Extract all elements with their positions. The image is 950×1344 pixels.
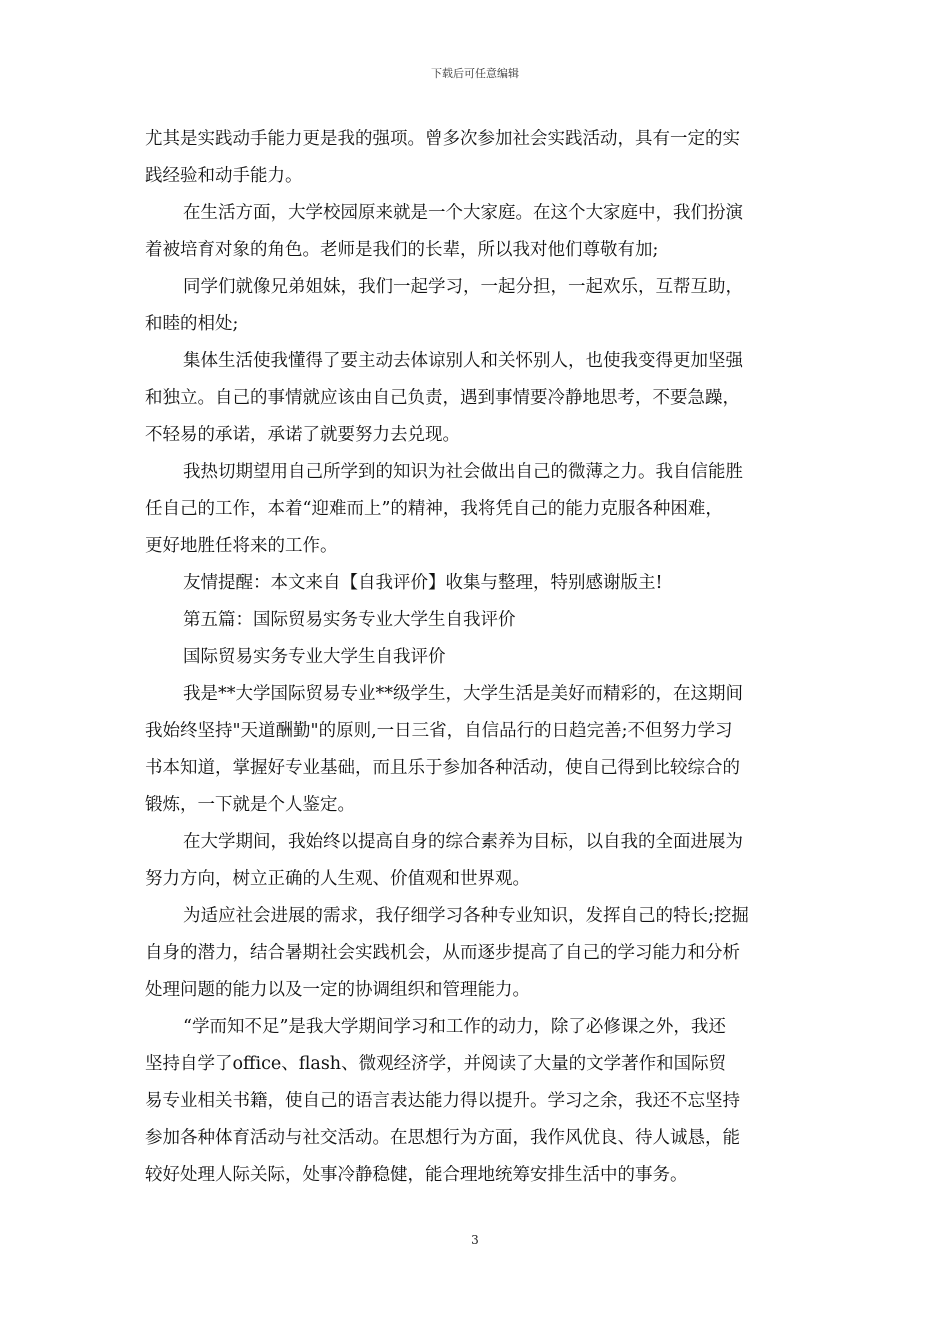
text-line: 易专业相关书籍，使自己的语言表达能力得以提升。学习之余，我还不忘坚持 [145,1091,740,1111]
text-line: 处理问题的能力以及一定的协调组织和管理能力。 [145,980,530,1000]
text-line: 为适应社会进展的需求，我仔细学习各种专业知识，发挥自己的特长;挖掘 [183,906,749,926]
text-line: 国际贸易实务专业大学生自我评价 [183,647,446,667]
text-line: 不轻易的承诺，承诺了就要努力去兑现。 [145,425,460,445]
text-line: 努力方向，树立正确的人生观、价值观和世界观。 [145,869,530,889]
document-body [145,121,807,1194]
text-line: 集体生活使我懂得了要主动去体谅别人和关怀别人，也使我变得更加坚强 [183,351,743,371]
text-line: 同学们就像兄弟姐妹，我们一起学习，一起分担，一起欢乐，互帮互助， [183,277,743,297]
page-number: 3 [471,1233,479,1247]
text-line: 自身的潜力，结合暑期社会实践机会，从而逐步提高了自己的学习能力和分析 [145,943,740,963]
text-line: 坚持自学了office、flash、微观经济学，并阅读了大量的文学著作和国际贸 [145,1054,727,1074]
text-line: 着被培育对象的角色。老师是我们的长辈，所以我对他们尊敬有加; [145,240,659,260]
text-line: 在生活方面，大学校园原来就是一个大家庭。在这个大家庭中，我们扮演 [183,203,743,223]
text-line: “学而知不足”是我大学期间学习和工作的动力，除了必修课之外，我还 [183,1017,726,1037]
text-line: 和睦的相处; [145,314,239,334]
text-line: 任自己的工作，本着“迎难而上”的精神，我将凭自己的能力克服各种困难， [145,499,723,519]
text-line: 和独立。自己的事情就应该由自己负责，遇到事情要冷静地思考，不要急躁， [145,388,740,408]
page-header: 下载后可任意编辑 [431,67,519,80]
text-line: 第五篇：国际贸易实务专业大学生自我评价 [183,610,516,630]
text-line: 尤其是实践动手能力更是我的强项。曾多次参加社会实践活动，具有一定的实 [145,129,740,149]
text-line: 践经验和动手能力。 [145,166,303,186]
text-line: 较好处理人际关际，处事冷静稳健，能合理地统筹安排生活中的事务。 [145,1165,688,1185]
text-line: 参加各种体育活动与社交活动。在思想行为方面，我作风优良、待人诚恳，能 [145,1128,740,1148]
text-line: 我是**大学国际贸易专业**级学生，大学生活是美好而精彩的，在这期间 [183,684,743,704]
text-line: 锻炼，一下就是个人鉴定。 [145,795,355,815]
text-line: 我热切期望用自己所学到的知识为社会做出自己的微薄之力。我自信能胜 [183,462,743,482]
text-line: 友情提醒：本文来自【自我评价】收集与整理，特别感谢版主! [183,573,663,593]
text-line: 我始终坚持"天道酬勤"的原则,一日三省，自信品行的日趋完善;不但努力学习 [145,721,733,741]
text-line: 更好地胜任将来的工作。 [145,536,338,556]
text-line: 在大学期间，我始终以提高自身的综合素养为目标，以自我的全面进展为 [183,832,743,852]
text-line: 书本知道，掌握好专业基础，而且乐于参加各种活动，使自己得到比较综合的 [145,758,740,778]
